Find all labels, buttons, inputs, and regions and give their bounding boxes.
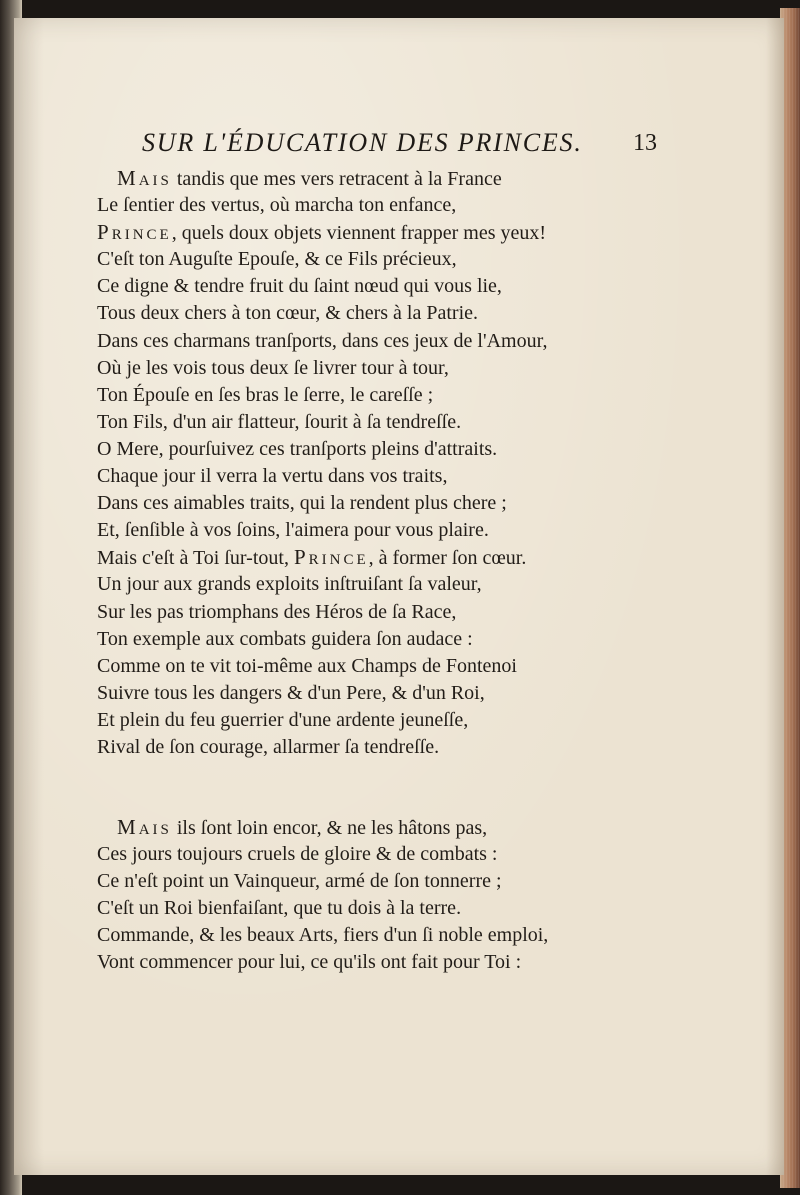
small-caps-word: RINCE: [308, 552, 369, 569]
verse-line: Où je les vois tous deux ſe livrer tour à tour,: [97, 356, 449, 379]
verse-line: Ton Épouſe en ſes bras le ſerre, le careſſe ;: [97, 383, 434, 406]
verse-line: Le ſentier des vertus, où marcha ton enfance,: [97, 194, 457, 217]
verse-line: Suivre tous les dangers & d'un Pere, & d'un Roi,: [97, 681, 485, 704]
verse-line: Ce n'eſt point un Vainqueur, armé de ſon tonnerre ;: [97, 870, 502, 893]
verse-line: Commande, & les beaux Arts, fiers d'un ſi noble emploi,: [97, 924, 549, 947]
drop-word-initial: M: [117, 166, 139, 190]
verse-line: O Mere, pourſuivez ces tranſports pleins d'attraits.: [97, 437, 498, 460]
verse-line: Un jour aux grands exploits inſtruiſant ſa valeur,: [97, 573, 482, 596]
verse-line: Ton exemple aux combats guidera ſon audace :: [97, 627, 473, 650]
verse-line: Et, ſenſible à vos ſoins, l'aimera pour vous plaire.: [97, 519, 489, 542]
verse-line: [97, 219, 547, 246]
verse-line: Chaque jour il verra la vertu dans vos traits,: [97, 465, 448, 488]
verse-line: Ton Fils, d'un air flatteur, ſourit à ſa tendreſſe.: [97, 410, 462, 433]
verse-line: Dans ces charmans tranſports, dans ces jeux de l'Amour,: [97, 329, 548, 352]
running-head: SUR L'ÉDUCATION DES PRINCES.: [142, 128, 583, 157]
small-caps-word: AIS: [138, 173, 172, 189]
verse-text: Mais c'eſt à Toi ſur-tout,: [97, 547, 294, 570]
verse-line: C'eſt ton Auguſte Epouſe, & ce Fils précieux,: [97, 248, 457, 271]
verse-line: Vont commencer pour lui, ce qu'ils ont fait pour Toi :: [97, 951, 522, 974]
verse-text: , à former ſon cœur.: [368, 547, 527, 570]
verse-text: , quels doux objets viennent frapper mes yeux!: [171, 222, 547, 245]
small-caps-initial: P: [293, 545, 309, 570]
stanza-2: [97, 814, 548, 977]
page-number: 13: [633, 130, 657, 156]
verse-line: Comme on te vit toi-même aux Champs de Fontenoi: [97, 654, 517, 677]
verse-line: [97, 814, 548, 841]
small-caps-word: AIS: [138, 822, 172, 838]
verse-line: Ces jours toujours cruels de gloire & de combats :: [97, 843, 498, 866]
small-caps-initial: P: [97, 220, 112, 245]
verse-line: Rival de ſon courage, allarmer ſa tendreſſe.: [97, 735, 440, 758]
verse-line: Sur les pas triomphans des Héros de ſa Race,: [97, 600, 457, 623]
verse-line: [97, 544, 547, 571]
small-caps-word: RINCE: [111, 227, 172, 244]
verse-text: ils ſont loin encor, & ne les hâtons pas,: [171, 817, 488, 839]
verse-line: Dans ces aimables traits, qui la rendent plus chere ;: [97, 492, 507, 515]
verse-line: Ce digne & tendre fruit du ſaint nœud qui vous lie,: [97, 275, 502, 298]
drop-word-initial: M: [117, 815, 139, 839]
stanza-1: [97, 165, 547, 761]
verse-line: [97, 165, 547, 192]
verse-line: Tous deux chers à ton cœur, & chers à la Patrie.: [97, 302, 479, 325]
verse-text: tandis que mes vers retracent à la France: [171, 168, 502, 190]
verse-line: Et plein du feu guerrier d'une ardente jeuneſſe,: [97, 708, 469, 731]
verse-line: C'eſt un Roi bienfaiſant, que tu dois à la terre.: [97, 897, 462, 920]
